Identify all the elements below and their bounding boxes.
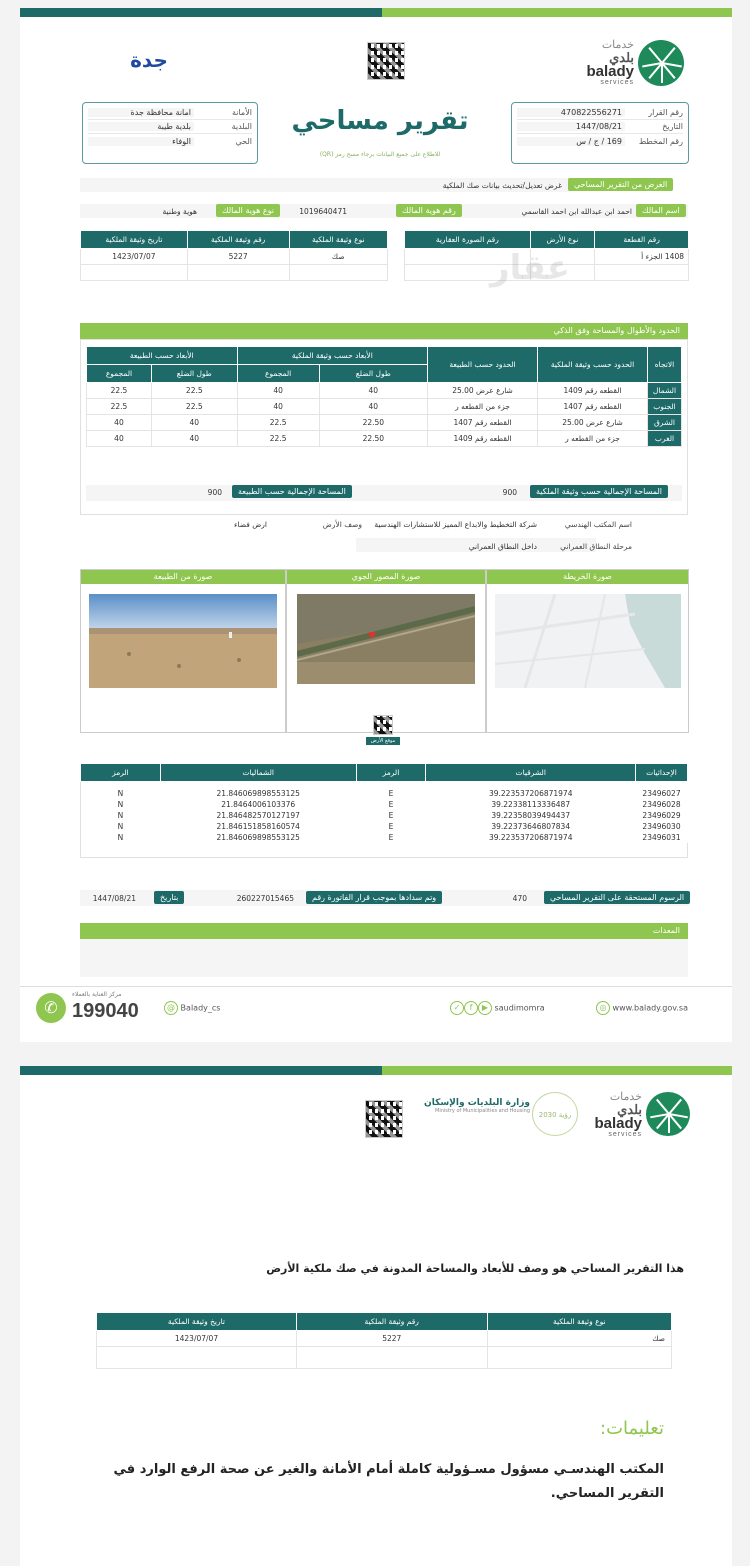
footer-social[interactable] [450,1001,545,1015]
logo-en: balady [586,63,634,80]
at-icon: @ [164,1001,178,1015]
purpose-value: غرض تعديل/تحديث بيانات صك الملكية [442,181,562,190]
instructions-text: المكتب الهندسـي مسؤول مسـؤولية كاملة أمام الأمانة والغير عن صحة الرفع الوارد في التقرير المساحي. [113,1462,664,1501]
municipality-value: بلدية طيبة [88,122,194,131]
table-row [81,821,688,832]
table-row [97,1347,672,1369]
deed-type-header: نوع وثيقة الملكية [289,231,388,249]
invoice-number: 260227015465 [236,894,294,903]
logo-ar-main: بلدي [617,1102,642,1117]
nature-bound-cell: شارع عرض 25.00 [428,383,538,399]
owner-id-type-value: هوية وطنية [162,207,197,216]
attachments-title: المعدات [80,923,688,939]
phone-icon: ✆ [36,993,66,1023]
north-symbol: N [81,832,161,843]
northing: 21.846069898553125 [160,832,356,843]
nature-total-cell: 40 [87,415,152,431]
direction-cell: الشرق [648,415,682,431]
direction-cell: الغرب [648,431,682,447]
report-page-1 [20,8,732,1042]
logo-en: balady [594,1115,642,1132]
table-row [87,431,682,447]
owner-id-label: رقم هوية المالك [396,204,462,217]
top-color-bar [20,1066,732,1075]
deed-bound-cell: القطعه رقم 1407 [538,399,648,415]
nature-total-cell: 22.5 [87,383,152,399]
balady-logo [570,38,634,86]
aerial-image-panel [286,569,486,733]
easting: 39.223537206871974 [426,788,636,799]
coords-id: 23496031 [636,832,688,843]
ministry-logo [420,1098,530,1114]
logo-services: services [608,1131,642,1138]
amana-value: امانة محافظة جدة [88,108,194,117]
page-footer [20,986,732,1026]
east-symbol: E [356,832,426,843]
nature-bound-cell: جزء من القطعه ر [428,399,538,415]
direction-header: الاتجاه [648,347,682,383]
area-nature-value: 900 [207,488,222,497]
area-nature-label: المساحة الإجمالية حسب الطبيعة [232,485,352,498]
map-image-panel [486,569,689,733]
deed-date-header: تاريخ وثيقة الملكية [81,231,188,249]
easting: 39.22358039494437 [426,810,636,821]
table-row [81,799,688,810]
coordinates-table [80,763,688,843]
amana-label: الأمانة [231,108,252,117]
deed-number: 5227 [296,1331,487,1347]
logo-ar-top: خدمات [609,1091,642,1103]
jeddah-amana-logo [120,42,178,86]
north-symbol-header: الرمز [81,764,161,782]
dims-nature-header: الأبعاد حسب الطبيعة [87,347,238,365]
deed-date-header: تاريخ وثيقة الملكية [97,1313,297,1331]
northing: 21.846069898553125 [160,788,356,799]
youtube-icon: ▶ [478,1001,492,1015]
location-qr-icon[interactable] [373,715,393,735]
nature-bound-cell: القطعه رقم 1407 [428,415,538,431]
nature-total-cell: 22.5 [87,399,152,415]
facebook-icon: f [464,1001,478,1015]
deed-bound-cell: شارع عرض 25.00 [538,415,648,431]
logo-ar-top: خدمات [601,39,634,51]
easting: 39.22338113336487 [426,799,636,810]
land-desc-label: وصف الأرض [322,520,362,529]
report-info-box [511,102,689,164]
municipality-label: البلدية [231,122,252,131]
map-image-caption: صورة الخريطة [487,570,688,584]
east-symbol: E [356,821,426,832]
location-info-box [82,102,258,164]
parcel-header: رقم القطعة [595,231,689,249]
plan-number-label: رقم المخطط [638,136,683,146]
nature-bound-cell: القطعه رقم 1409 [428,431,538,447]
ministry-ar: وزارة البلديات والإسكان [424,1098,530,1108]
deed-date: 1423/07/07 [97,1331,297,1347]
instructions-title: تعليمات: [600,1418,664,1439]
invoice-date: 1447/08/21 [92,894,136,903]
balady-palm-icon [638,40,684,86]
nature-image [89,594,277,688]
table-row [87,415,682,431]
north-symbol: N [81,799,161,810]
logo-services: services [600,79,634,86]
date-value: 1447/08/21 [517,122,625,131]
area-deed-value: 900 [502,488,517,497]
bound-deed-header: الحدود حسب وثيقة الملكية [538,347,648,383]
deed-total-header: المجموع [237,365,319,383]
northing: 21.8464006103376 [160,799,356,810]
call-center-number[interactable]: 199040 [72,1000,139,1022]
qr-code-icon [365,1100,403,1138]
deed-date: 1423/07/07 [81,249,188,265]
east-symbol-header: الرمز [356,764,426,782]
nature-length-header: طول الضلع [151,365,237,383]
office-value: شركة التخطيط والابداع المميز للاستشارات الهندسية [374,520,537,529]
deed-length-cell: 22.50 [319,431,427,447]
qr-subtitle: للاطلاع على جميع البيانات برجاء مسح رمز (QR) [319,151,441,158]
bound-nature-header: الحدود حسب الطبيعة [428,347,538,383]
direction-cell: الشمال [648,383,682,399]
nature-length-cell: 40 [151,415,237,431]
northing: 21.846151858160574 [160,821,356,832]
balady-logo [576,1090,642,1138]
nature-length-cell: 22.5 [151,399,237,415]
coords-id: 23496028 [636,799,688,810]
parcel-number: 1408 الجزء أ [595,249,689,265]
aerial-image-caption: صورة المصور الجوي [287,570,485,584]
north-symbol: N [81,788,161,799]
balady-palm-icon [646,1092,690,1136]
deed-number-header: رقم وثيقة الملكية [187,231,289,249]
plan-number-value: 169 / ج / س [517,137,625,146]
decision-number-label: رقم القرار [648,108,683,117]
easting: 39.223537206871974 [426,832,636,843]
watermark: عقار [490,248,571,288]
map-image [495,594,681,688]
north-symbol: N [81,810,161,821]
northing: 21.846482570127197 [160,810,356,821]
east-symbol: E [356,799,426,810]
table-row [81,832,688,843]
table-row [87,383,682,399]
table-row [81,810,688,821]
owner-name-value: احمد ابن عبدالله ابن احمد القاسمي [521,207,632,216]
page-title: تقرير مساحي [291,106,469,136]
deed-bound-cell: القطعه رقم 1409 [538,383,648,399]
footer-site[interactable] [596,1001,688,1015]
eastings-header: الشرقيات [426,764,636,782]
urban-value: داخل النطاق العمراني [468,542,537,551]
property-image-header: رقم الصورة العقارية [405,231,531,249]
area-deed-label: المساحة الإجمالية حسب وثيقة الملكية [530,485,668,498]
date-label: التاريخ [662,122,683,131]
table-row [87,399,682,415]
office-label: اسم المكتب الهندسي [564,520,632,529]
northings-header: الشماليات [160,764,356,782]
vision-2030-logo [532,1092,578,1136]
nature-image-panel [80,569,286,733]
owner-name-label: اسم المالك [636,204,686,217]
urban-label: مرحلة النطاق العمراني [560,542,632,551]
table-row [81,788,688,799]
call-center-label: مركز العناية بالعملاء [72,991,122,998]
table-row [97,1331,672,1347]
amana-logo-main: جدة [130,48,168,72]
deed-number-header: رقم وثيقة الملكية [296,1313,487,1331]
owner-id-type-label: نوع هوية المالك [216,204,280,217]
dimensions-table [86,346,682,447]
deed-total-cell: 22.5 [237,431,319,447]
purpose-label: الغرض من التقرير المساحي [568,178,673,191]
deed-total-cell: 22.5 [237,415,319,431]
deed-type-header: نوع وثيقة الملكية [487,1313,671,1331]
deed-table-page2 [96,1312,672,1369]
owner-id-value: 1019640471 [299,207,347,216]
bounds-section-title: الحدود والأطوال والمساحة وفق الذكي [80,323,688,339]
nature-length-cell: 22.5 [151,383,237,399]
footer-twitter[interactable] [164,1001,220,1015]
deed-table [80,230,388,281]
logo-ar-main: بلدي [609,50,634,65]
table-row [81,265,388,281]
footer-site-text: www.balady.gov.sa [612,1003,689,1013]
fees-label: الرسوم المستحقة على التقرير المساحي [544,891,690,904]
deed-length-cell: 22.50 [319,415,427,431]
deed-total-cell: 40 [237,399,319,415]
nature-total-header: المجموع [87,365,152,383]
deed-number: 5227 [187,249,289,265]
north-symbol: N [81,821,161,832]
district-value: الوفاء [88,137,194,146]
report-statement: هذا التقرير المساحي هو وصف للأبعاد والمساحة المدونة في صك ملكية الأرض [266,1262,684,1275]
invoice-label: وتم سدادها بموجب قرار الفاتورة رقم [306,891,442,904]
easting: 39.22373646807834 [426,821,636,832]
report-page-2 [20,1066,732,1566]
aerial-image [297,594,475,684]
twitter-icon: ✓ [450,1001,464,1015]
nature-image-caption: صورة من الطبيعة [81,570,285,584]
deed-type: صك [487,1331,671,1347]
deed-total-cell: 40 [237,383,319,399]
land-desc-value: ارض فضاء [233,520,267,529]
coords-id: 23496029 [636,810,688,821]
coords-id: 23496030 [636,821,688,832]
coords-id-header: الإحداثيات [636,764,688,782]
dims-deed-header: الأبعاد حسب وثيقة الملكية [237,347,427,365]
footer-twitter-text: Balady_cs [180,1003,221,1013]
globe-icon: ◎ [596,1001,610,1015]
deed-bound-cell: جزء من القطعه ر [538,431,648,447]
nature-total-cell: 40 [87,431,152,447]
fees-value: 470 [512,894,527,903]
footer-social-text: saudimomra [494,1003,545,1013]
qr-code-icon [367,42,405,80]
table-row [81,249,388,265]
deed-length-cell: 40 [319,383,427,399]
direction-cell: الجنوب [648,399,682,415]
deed-length-cell: 40 [319,399,427,415]
east-symbol: E [356,788,426,799]
coords-id: 23496027 [636,788,688,799]
decision-number-value: 470822556271 [517,108,625,117]
east-symbol: E [356,810,426,821]
vision-text: رؤية 2030 [538,1111,572,1119]
top-color-bar [20,8,732,17]
land-type-header: نوع الأرض [530,231,594,249]
invoice-date-label: بتاريخ [154,891,184,904]
location-qr-caption: موقع الأرض [366,737,400,745]
deed-type: صك [289,249,388,265]
ministry-en: Ministry of Municipalities and Housing [435,1108,530,1114]
district-label: الحي [235,136,252,146]
deed-length-header: طول الضلع [319,365,427,383]
nature-length-cell: 40 [151,431,237,447]
